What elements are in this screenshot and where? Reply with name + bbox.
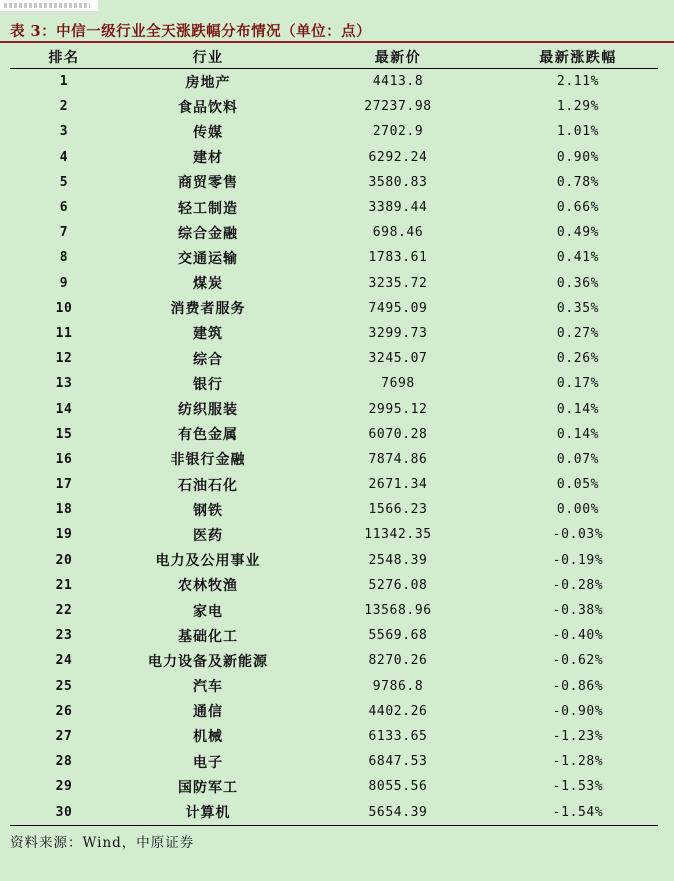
price-cell: 3389.44 [368,200,428,216]
table-header-row [10,45,658,69]
change-cell: 0.00% [556,502,600,518]
rank-cell: 6 [59,200,69,216]
change-cell: -1.53% [552,779,604,795]
price-cell: 6070.28 [368,426,428,442]
rank-cell: 12 [55,351,73,367]
industry-cell: 商贸零售 [178,175,238,192]
rank-cell: 30 [55,804,73,820]
rank-cell: 5 [59,174,69,190]
price-cell: 3580.83 [368,174,428,190]
rank-cell: 23 [55,628,73,644]
table-row [10,271,658,296]
table-row [10,548,658,573]
price-cell: 8270.26 [368,653,428,669]
industry-cell: 轻工制造 [178,200,238,217]
rank-cell: 4 [59,149,69,165]
industry-cell: 通信 [193,704,223,721]
price-cell: 6133.65 [368,728,428,744]
change-cell: 2.11% [556,74,600,90]
change-cell: 0.17% [556,376,600,392]
industry-change-table [10,45,658,826]
price-cell: 5569.68 [368,628,428,644]
table-row [10,220,658,245]
rank-cell: 29 [55,779,73,795]
industry-cell: 房地产 [185,74,231,91]
change-cell: 0.35% [556,300,600,316]
logo-fragment [4,3,90,8]
industry-cell: 建材 [193,150,223,167]
industry-cell: 汽车 [193,679,223,696]
table-row [10,119,658,144]
price-cell: 4413.8 [372,74,424,90]
industry-cell: 电子 [193,754,223,771]
industry-cell: 有色金属 [178,427,238,444]
industry-cell: 非银行金融 [170,452,246,469]
change-cell: 0.05% [556,477,600,493]
table-row [10,522,658,547]
table-title-bar [0,15,674,43]
table-row [10,598,658,623]
industry-cell: 国防军工 [178,779,238,796]
table-row [10,472,658,497]
table-row [10,749,658,774]
change-cell: -0.62% [552,653,604,669]
price-cell: 1783.61 [368,250,428,266]
rank-cell: 3 [59,124,69,140]
industry-cell: 石油石化 [178,477,238,494]
change-cell: 0.49% [556,225,600,241]
change-cell: 0.26% [556,351,600,367]
rank-cell: 24 [55,653,73,669]
industry-cell: 传媒 [193,124,223,141]
change-cell: 0.78% [556,174,600,190]
price-cell: 7698 [381,376,415,392]
price-cell: 2702.9 [372,124,424,140]
table-row [10,195,658,220]
rank-cell: 16 [55,451,73,467]
rank-cell: 14 [55,401,73,417]
table-row [10,69,658,94]
industry-cell: 农林牧渔 [178,578,238,595]
industry-cell: 消费者服务 [170,301,246,318]
price-cell: 2671.34 [368,477,428,493]
table-bottom-rule [10,825,658,826]
change-cell: 0.36% [556,275,600,291]
rank-cell: 2 [59,99,69,115]
table-row [10,674,658,699]
change-cell: -1.23% [552,728,604,744]
table-row [10,623,658,648]
price-cell: 3299.73 [368,325,428,341]
change-cell: -0.28% [552,577,604,593]
price-cell: 2548.39 [368,552,428,568]
rank-cell: 28 [55,754,73,770]
rank-cell: 25 [55,678,73,694]
change-cell: -1.54% [552,804,604,820]
rank-cell: 27 [55,728,73,744]
industry-cell: 综合金融 [178,225,238,242]
rank-cell: 7 [59,225,69,241]
change-cell: 0.14% [556,401,600,417]
price-cell: 7495.09 [368,300,428,316]
header-rank: 排名 [48,49,80,66]
rank-cell: 20 [55,552,73,568]
table-row [10,321,658,346]
header-logo-strip [0,0,98,11]
price-cell: 3235.72 [368,275,428,291]
price-cell: 4402.26 [368,703,428,719]
change-cell: -0.38% [552,603,604,619]
industry-cell: 钢铁 [193,502,223,519]
rank-cell: 21 [55,577,73,593]
price-cell: 9786.8 [372,678,424,694]
table-row [10,699,658,724]
table-row [10,422,658,447]
industry-cell: 计算机 [185,805,231,822]
rank-cell: 26 [55,703,73,719]
rank-cell: 18 [55,502,73,518]
industry-cell: 电力设备及新能源 [148,653,268,670]
price-cell: 5276.08 [368,577,428,593]
table-row [10,396,658,421]
price-cell: 6292.24 [368,149,428,165]
price-cell: 5654.39 [368,804,428,820]
rank-cell: 13 [55,376,73,392]
rank-cell: 1 [59,74,69,90]
price-cell: 2995.12 [368,401,428,417]
change-cell: -0.86% [552,678,604,694]
industry-cell: 建筑 [193,326,223,343]
table-row [10,799,658,824]
industry-cell: 综合 [193,351,223,368]
table-row [10,371,658,396]
price-cell: 27237.98 [364,99,432,115]
header-price: 最新价 [374,49,422,66]
change-cell: -0.03% [552,527,604,543]
change-cell: 1.29% [556,99,600,115]
price-cell: 8055.56 [368,779,428,795]
table-row [10,724,658,749]
table-row [10,573,658,598]
table-row [10,346,658,371]
header-industry: 行业 [192,49,224,66]
industry-cell: 食品饮料 [178,99,238,116]
header-change: 最新涨跌幅 [539,49,617,66]
table-row [10,648,658,673]
industry-cell: 医药 [193,527,223,544]
industry-cell: 银行 [193,376,223,393]
industry-cell: 电力及公用事业 [155,553,261,570]
change-cell: 0.27% [556,325,600,341]
rank-cell: 17 [55,477,73,493]
change-cell: -0.40% [552,628,604,644]
table-title: 表 3：中信一级行业全天涨跌幅分布情况（单位：点） [10,23,372,40]
change-cell: -1.28% [552,754,604,770]
change-cell: 0.66% [556,200,600,216]
industry-cell: 纺织服装 [178,402,238,419]
table-row [10,170,658,195]
change-cell: 0.14% [556,426,600,442]
price-cell: 7874.86 [368,451,428,467]
table-body [10,69,658,825]
rank-cell: 22 [55,603,73,619]
rank-cell: 11 [55,325,73,341]
change-cell: -0.19% [552,552,604,568]
table-row [10,94,658,119]
change-cell: 0.90% [556,149,600,165]
industry-cell: 家电 [193,603,223,620]
price-cell: 3245.07 [368,351,428,367]
industry-cell: 基础化工 [178,628,238,645]
price-cell: 6847.53 [368,754,428,770]
industry-cell: 机械 [193,729,223,746]
source-note: 资料来源：Wind，中原证券 [10,835,195,851]
table-row [10,447,658,472]
rank-cell: 10 [55,300,73,316]
change-cell: 0.07% [556,451,600,467]
rank-cell: 8 [59,250,69,266]
change-cell: -0.90% [552,703,604,719]
rank-cell: 15 [55,426,73,442]
industry-cell: 交通运输 [178,250,238,267]
price-cell: 1566.23 [368,502,428,518]
change-cell: 1.01% [556,124,600,140]
rank-cell: 9 [59,275,69,291]
table-row [10,245,658,270]
industry-cell: 煤炭 [193,276,223,293]
price-cell: 13568.96 [364,603,432,619]
table-row [10,296,658,321]
change-cell: 0.41% [556,250,600,266]
price-cell: 11342.35 [364,527,432,543]
rank-cell: 19 [55,527,73,543]
table-row [10,145,658,170]
table-row [10,497,658,522]
table-row [10,774,658,799]
price-cell: 698.46 [372,225,424,241]
